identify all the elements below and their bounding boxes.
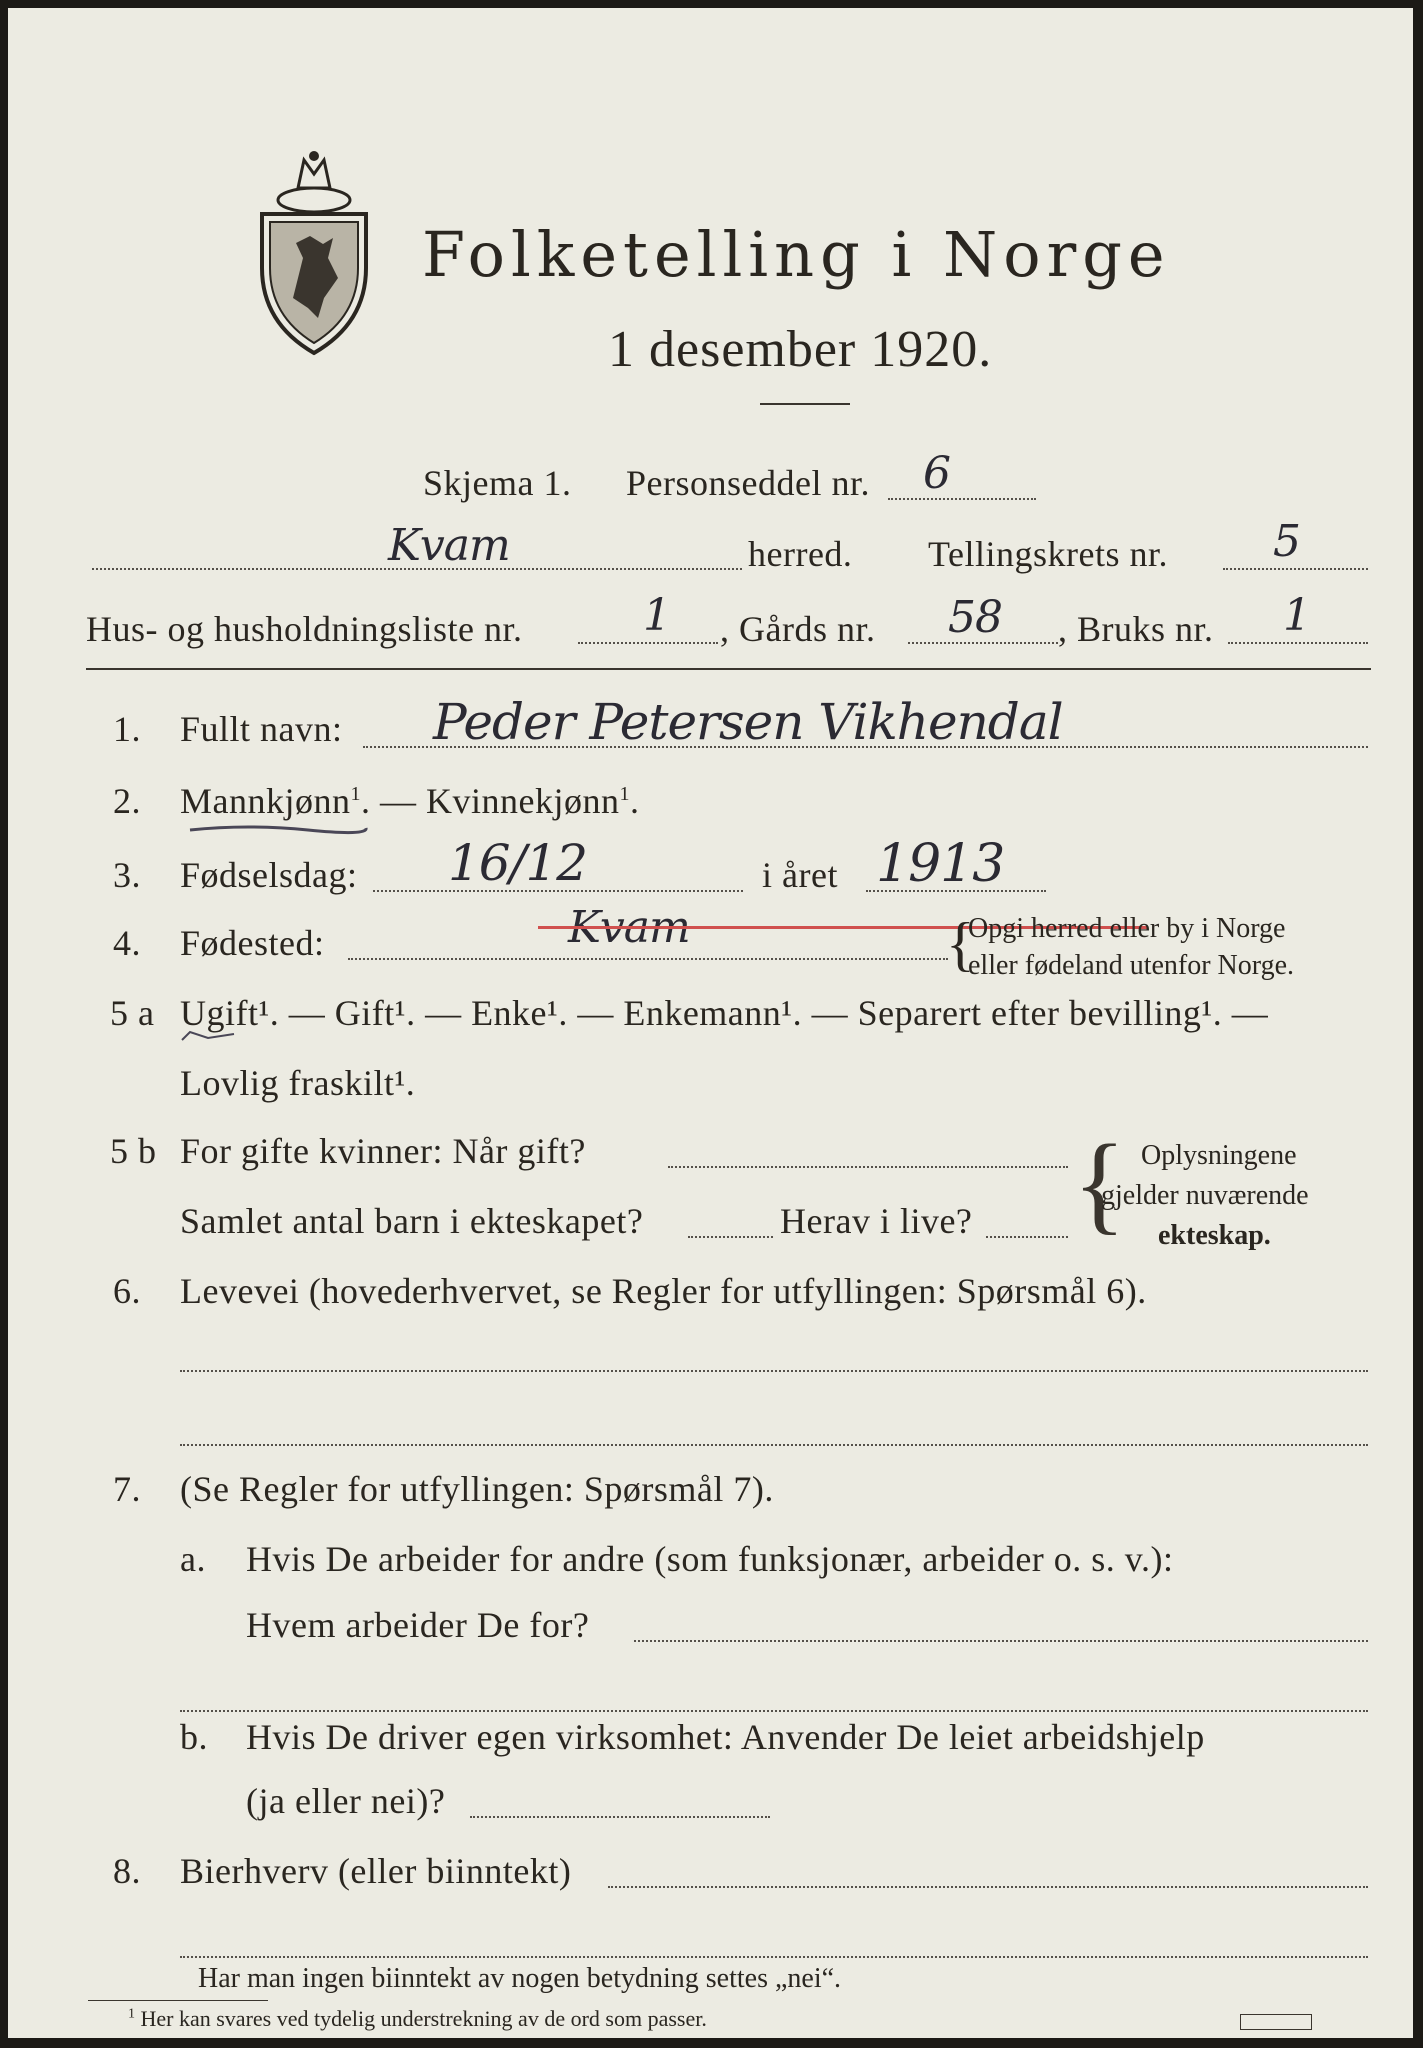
personseddel-label: Personseddel nr. <box>626 463 870 503</box>
title-divider <box>760 403 850 405</box>
census-date: 1 desember 1920. <box>608 321 993 378</box>
children-alive-label: Herav i live? <box>780 1201 973 1241</box>
birthplace-field[interactable] <box>348 958 948 960</box>
q4-label: Fødested: <box>180 923 325 963</box>
marital-options-2[interactable]: Lovlig fraskilt¹. <box>180 1063 416 1103</box>
herred-label: herred. <box>748 534 853 574</box>
q4-note-line1: Opgi herred eller by i Norge <box>968 913 1286 944</box>
marital-options[interactable]: Ugift¹. — Gift¹. — Enke¹. — Enkemann¹. — Separert efter bevilling¹. — <box>180 993 1269 1033</box>
employer-field-2[interactable] <box>180 1710 1368 1712</box>
q2-end: . <box>629 781 640 821</box>
married-when-field[interactable] <box>668 1166 1068 1168</box>
herred-value: Kvam <box>388 520 510 571</box>
birthplace-value: Kvam <box>568 902 690 953</box>
q4-note-line2: eller fødeland utenfor Norge. <box>968 950 1295 981</box>
husholdningsliste-field[interactable] <box>578 642 718 644</box>
personseddel-value: 6 <box>923 448 950 499</box>
q2-footnote-mark: 1 <box>350 783 361 805</box>
q3-label: Fødselsdag: <box>180 855 358 895</box>
q8-label: Bierhverv (eller biinntekt) <box>180 1851 572 1891</box>
footer-note: Har man ingen biinntekt av nogen betydning settes „nei“. <box>198 1963 842 1994</box>
married-when-label: For gifte kvinner: Når gift? <box>180 1131 586 1171</box>
q5b-brace: { <box>1073 1122 1126 1244</box>
census-form <box>8 8 1413 2038</box>
bruks-label: , Bruks nr. <box>1058 609 1214 649</box>
q7-number: 7. <box>113 1469 141 1509</box>
tellingskrets-label: Tellingskrets nr. <box>928 534 1168 574</box>
ugift-check-mark <box>178 1026 238 1046</box>
q2-separator: . — <box>361 781 426 821</box>
q1-label: Fullt navn: <box>180 709 343 749</box>
q8-number: 8. <box>113 1851 141 1891</box>
bruks-field[interactable] <box>1228 642 1368 644</box>
q4-number: 4. <box>113 923 141 963</box>
occupation-field-2[interactable] <box>180 1444 1368 1446</box>
footnote: $^1$ Her kan svares ved tydelig understrekning av de ord som passer. <box>128 2006 707 2031</box>
gards-value: 58 <box>948 592 1002 643</box>
birthdate-value: 16/12 <box>448 834 588 892</box>
header-divider <box>86 668 1371 670</box>
children-total-label: Samlet antal barn i ekteskapet? <box>180 1201 644 1241</box>
children-total-field[interactable] <box>688 1236 773 1238</box>
form-title: Folketelling i Norge <box>422 218 1171 291</box>
children-alive-field[interactable] <box>986 1236 1068 1238</box>
q6-label: Levevei (hovederhvervet, se Regler for utfyllingen: Spørsmål 6). <box>180 1271 1147 1311</box>
footnote-text: Her kan svares ved tydelig understrekning av de ord som passer. <box>140 2006 707 2031</box>
hired-help-field[interactable] <box>470 1816 770 1818</box>
printer-stamp <box>1240 2014 1312 2030</box>
q7a-line1: Hvis De arbeider for andre (som funksjonær, arbeider o. s. v.): <box>246 1539 1174 1579</box>
q4-brace: { <box>946 911 975 977</box>
q2-options <box>180 780 639 822</box>
q5b-note-3: ekteskap. <box>1158 1220 1271 1251</box>
skjema-label: Skjema 1. <box>423 463 572 503</box>
coat-of-arms-icon <box>248 148 380 358</box>
q7b-number: b. <box>180 1717 208 1757</box>
q1-number: 1. <box>113 709 141 749</box>
q7a-number: a. <box>180 1539 206 1579</box>
tellingskrets-field[interactable] <box>1223 568 1368 570</box>
q2-number: 2. <box>113 781 141 821</box>
footnote-divider <box>88 2000 268 2001</box>
q5b-note-2: gjelder nuværende <box>1101 1180 1309 1211</box>
full-name-value: Peder Petersen Vikhendal <box>433 693 1063 751</box>
side-income-field-2[interactable] <box>180 1956 1368 1958</box>
q5b-number: 5 b <box>110 1131 157 1171</box>
q7b-line1: Hvis De driver egen virksomhet: Anvender De leiet arbeidshjelp <box>246 1717 1205 1757</box>
q7b-line2: (ja eller nei)? <box>246 1781 446 1821</box>
option-female[interactable]: Kvinnekjønn <box>426 781 620 821</box>
employer-field[interactable] <box>634 1640 1368 1642</box>
q6-number: 6. <box>113 1271 141 1311</box>
q7a-line2: Hvem arbeider De for? <box>246 1605 590 1645</box>
q2-footnote-mark-2: 1 <box>619 783 630 805</box>
husholdningsliste-value: 1 <box>643 590 670 641</box>
gards-label: , Gårds nr. <box>720 609 876 649</box>
husholdningsliste-label: Hus- og husholdningsliste nr. <box>86 609 523 649</box>
q3-number: 3. <box>113 855 141 895</box>
q5b-note-1: Oplysningene <box>1141 1140 1297 1171</box>
year-label: i året <box>762 855 838 895</box>
side-income-field[interactable] <box>608 1886 1368 1888</box>
tellingskrets-value: 5 <box>1273 516 1300 567</box>
bruks-value: 1 <box>1283 590 1310 641</box>
occupation-field-1[interactable] <box>180 1370 1368 1372</box>
birthyear-value: 1913 <box>876 834 1005 894</box>
personseddel-field[interactable] <box>888 498 1036 500</box>
q7-label: (Se Regler for utfyllingen: Spørsmål 7). <box>180 1469 774 1509</box>
male-underline-mark <box>188 820 368 840</box>
q5a-number: 5 a <box>110 993 155 1033</box>
option-male[interactable]: Mannkjønn <box>180 781 351 821</box>
